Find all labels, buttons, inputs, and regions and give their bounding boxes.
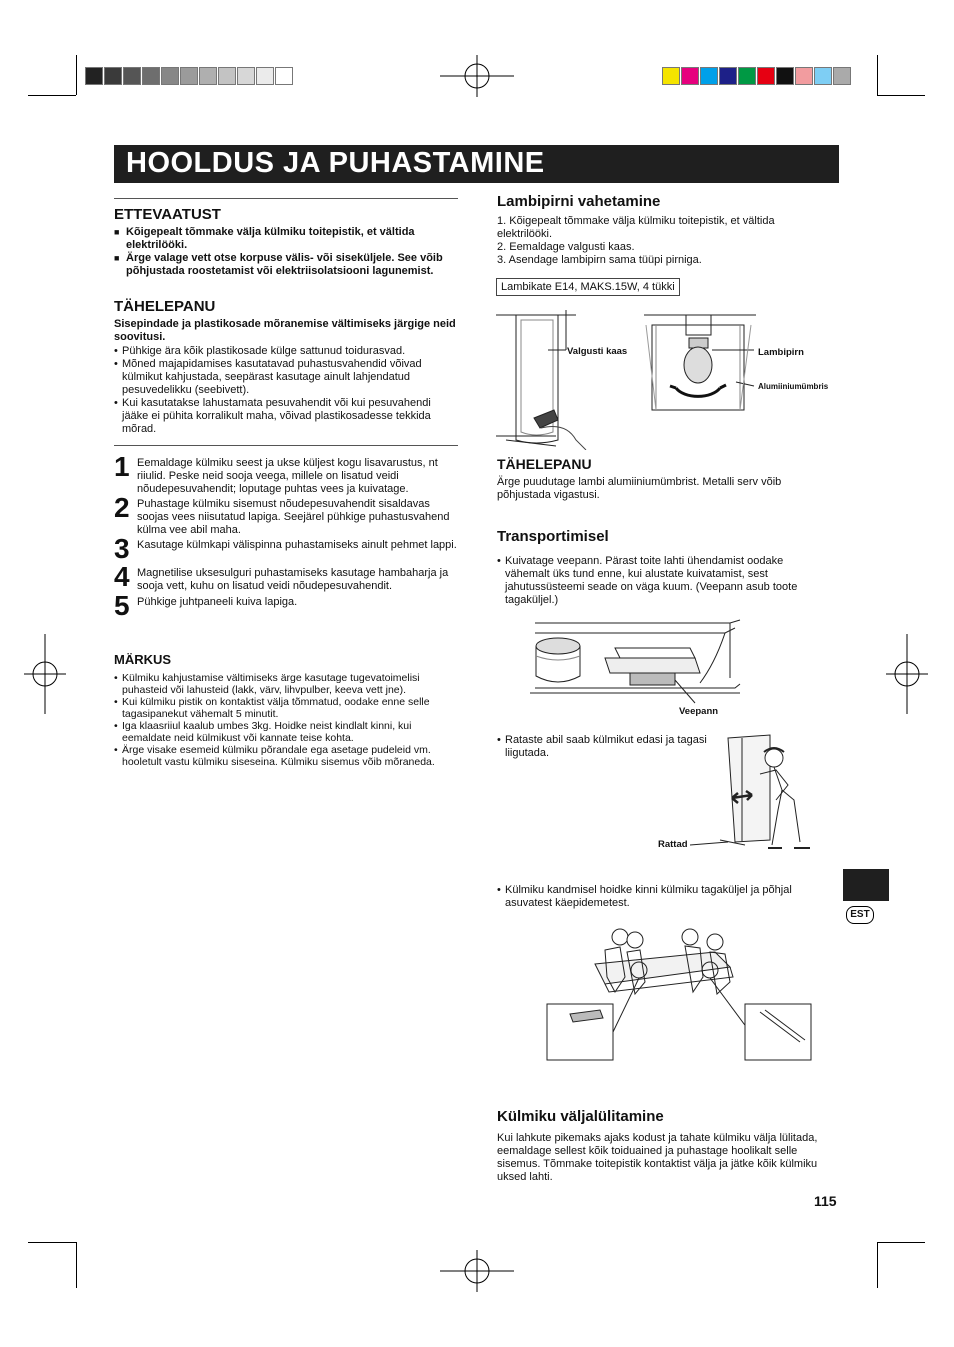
- color-swatch: [85, 67, 103, 85]
- off-text: Kui lahkute pikemaks ajaks kodust ja tahate külmiku välja lülitada, eemaldage sellest kõik toiduained ja puhastage hoolikalt selle sisemus. Tõmmake toitepistik kontaktist välja ja jätke kõik külmiku uksed lahti.: [497, 1132, 818, 1183]
- transport-list-3: [497, 884, 829, 910]
- list-item: • Pühkige ära kõik plastikosade külge sattunud toidurasvad.: [114, 345, 458, 358]
- crop-mark: [76, 55, 77, 95]
- color-swatch: [256, 67, 274, 85]
- registration-mark-bottom: [440, 1250, 514, 1292]
- step-text: Pühkige juhtpaneeli kuiva lapiga.: [137, 596, 298, 608]
- list-item: • Külmiku kandmisel hoidke kinni külmiku tagaküljel ja põhjal asuvatest käepidemetest.: [497, 884, 829, 910]
- transport-heading: Transportimisel: [497, 528, 609, 545]
- markus-heading: MÄRKUS: [114, 652, 172, 667]
- lamp-spec-box: Lambikate E14, MAKS.15W, 4 tükki: [496, 278, 680, 296]
- step-number: 2: [114, 492, 130, 523]
- lamp-step: 1. Kõigepealt tõmmake välja külmiku toitepistik, et vältida elektrilööki.: [497, 215, 775, 240]
- tahelepanu-list: [114, 345, 458, 436]
- list-item: • Külmiku kahjustamise vältimiseks ärge kasutage tugevatoimelisi puhasteid või lahusteid (lakk, värv, lihvpulber, keeva vett jne).: [114, 672, 458, 696]
- label-veepann: Veepann: [679, 706, 719, 717]
- step-text: Puhastage külmiku sisemust nõudepesuvahendit sisaldavas soojas vees niisutatud lapiga. Seejärel pühkige puhastusvahend külma vee abil maha.: [137, 498, 450, 536]
- color-swatch: [123, 67, 141, 85]
- step-number: 3: [114, 533, 130, 564]
- color-swatch: [662, 67, 680, 85]
- label-rattad: Rattad: [658, 839, 688, 850]
- step-text: Kasutage külmkapi välispinna puhastamiseks ainult pehmet lappi.: [137, 539, 457, 551]
- step-number: 1: [114, 451, 130, 482]
- gray-swatches: [85, 67, 294, 85]
- lamp-step: 2. Eemaldage valgusti kaas.: [497, 241, 635, 253]
- list-item: • Kuivatage veepann. Pärast toite lahti ühendamist oodake vähemalt üks tund enne, kui alustate kuivatamist, sest jahutussüsteemi seade on väga kuum. (Veepann asub toote tagaküljel.): [497, 555, 829, 607]
- lamp-steps: [497, 215, 817, 267]
- crop-mark: [28, 1242, 76, 1243]
- step-text: Eemaldage külmiku seest ja ukse küljest kogu lisavarustus, nt riiulid. Peske neid sooja veega, millele on lisatud veidi nõudepesuvahendit; loputage puhtas vees ja kuivatage.: [137, 457, 438, 495]
- lamp-tahelepanu-text: Ärge puudutage lambi alumiiniumümbrist. Metalli serv võib põhjustada vigastusi.: [497, 476, 782, 501]
- label-alumiiniumumbris: Alumiiniumümbris: [758, 382, 829, 391]
- crop-mark: [877, 1242, 925, 1243]
- color-swatch: [218, 67, 236, 85]
- color-swatch: [700, 67, 718, 85]
- color-swatch: [757, 67, 775, 85]
- color-swatch: [237, 67, 255, 85]
- lamp-illustration: [496, 310, 836, 450]
- lamp-heading: Lambipirni vahetamine: [497, 193, 661, 210]
- page-title: HOOLDUS JA PUHASTAMINE: [126, 147, 545, 179]
- carrying-fridge-illustration: [545, 922, 815, 1062]
- registration-mark-top: [440, 55, 514, 97]
- title-bar: [114, 145, 839, 183]
- color-swatch: [776, 67, 794, 85]
- crop-mark: [877, 95, 925, 96]
- color-swatch: [814, 67, 832, 85]
- off-heading: Külmiku väljalülitamine: [497, 1108, 664, 1125]
- color-swatch: [738, 67, 756, 85]
- section-tab: [843, 869, 889, 901]
- registration-mark-left: [24, 634, 66, 714]
- list-item: • Iga klaasriiul kaalub umbes 3kg. Hoidke neist kindlalt kinni, kui eemaldate neid külmikust või kannate teise kohta.: [114, 720, 458, 744]
- list-item: • Ärge visake esemeid külmiku põrandale ega asetage pudeleid vm. hooletult vastu külmiku siseseina. Külmiku sisemus võib mõraneda.: [114, 744, 458, 768]
- list-item: ■ Kõigepealt tõmmake välja külmiku toitepistik, et vältida elektrilööki.: [114, 226, 458, 252]
- crop-mark: [877, 55, 878, 95]
- veepann-illustration: [530, 618, 745, 708]
- page-number: 115: [814, 1193, 837, 1209]
- color-swatch: [795, 67, 813, 85]
- step-number: 5: [114, 590, 130, 621]
- ettevaatust-heading: ETTEVAATUST: [114, 206, 221, 223]
- list-item: ■ Ärge valage vett otse korpuse välis- või siseküljele. See võib põhjustada roostetamist või elektriisolatsiooni lagunemist.: [114, 252, 458, 278]
- lamp-tahelepanu-heading: TÄHELEPANU: [497, 456, 592, 472]
- moving-fridge-illustration: [690, 730, 820, 855]
- markus-list: [114, 672, 458, 768]
- ettevaatust-list: [114, 226, 458, 278]
- tahelepanu-heading: TÄHELEPANU: [114, 298, 216, 315]
- crop-mark: [28, 95, 76, 96]
- color-swatch: [180, 67, 198, 85]
- color-swatch: [681, 67, 699, 85]
- color-swatch: [719, 67, 737, 85]
- divider: [114, 198, 458, 199]
- step-text: Magnetilise uksesulguri puhastamiseks kasutage hambaharja ja sooja vett, kuhu on lisatud veidi nõudepesuvahendit.: [137, 567, 449, 592]
- label-lambipirn: Lambipirn: [758, 347, 804, 358]
- color-swatch: [833, 67, 851, 85]
- list-item: • Kui külmiku pistik on kontaktist välja tõmmatud, oodake enne selle tagasipanekut vähemalt 5 minutit.: [114, 696, 458, 720]
- step-number: 4: [114, 561, 130, 592]
- crop-mark: [76, 1242, 77, 1288]
- crop-mark: [877, 1242, 878, 1288]
- label-valgusti-kaas: Valgusti kaas: [567, 346, 628, 357]
- language-badge: EST: [846, 906, 874, 924]
- tahelepanu-intro: Sisepindade ja plastikosade mõranemise vältimiseks järgige neid soovitusi.: [114, 318, 456, 343]
- list-item: • Kui kasutatakse lahustamata pesuvahendit või kui pesuvahendi jääke ei pühita korralikult maha, võivad plastikosadesse tekkida mõrad.: [114, 397, 458, 436]
- transport-list-1: [497, 555, 829, 607]
- color-swatch: [161, 67, 179, 85]
- color-swatches: [662, 67, 852, 85]
- color-swatch: [142, 67, 160, 85]
- registration-mark-right: [886, 634, 928, 714]
- divider: [114, 445, 458, 446]
- color-swatch: [104, 67, 122, 85]
- list-item: • Rataste abil saab külmikut edasi ja tagasi liigutada.: [497, 734, 707, 760]
- lamp-step: 3. Asendage lambipirn sama tüüpi pirniga.: [497, 254, 702, 266]
- color-swatch: [199, 67, 217, 85]
- list-item: • Mõned majapidamises kasutatavad puhastusvahendid võivad külmikut kahjustada, seepärast kasutage ainult lahjendatud pesuvedelikku (seebivett).: [114, 358, 458, 397]
- color-swatch: [275, 67, 293, 85]
- transport-list-2: [497, 734, 707, 760]
